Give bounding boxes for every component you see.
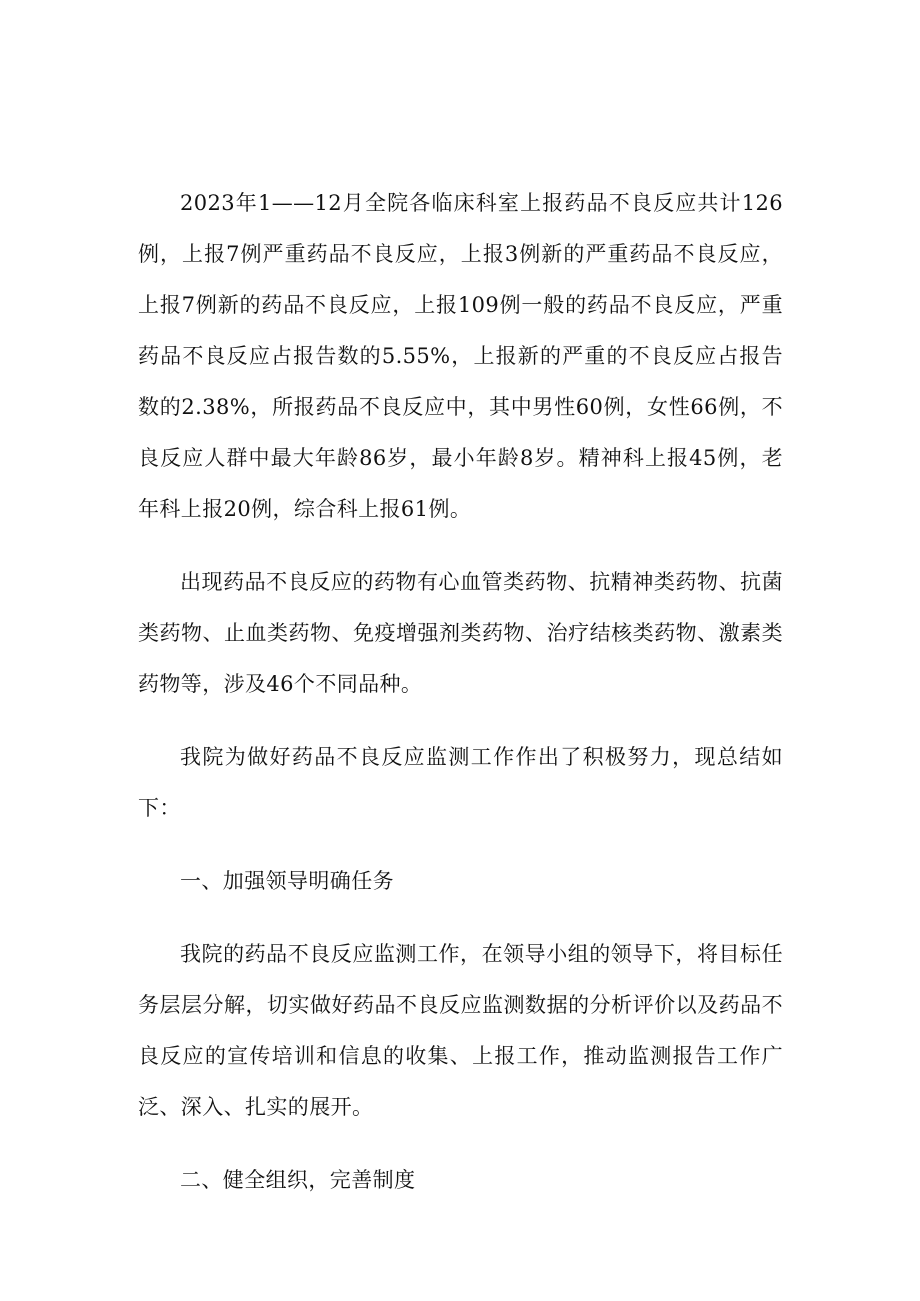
document-body — [138, 178, 783, 1206]
paragraph-summary-intro: 我院为做好药品不良反应监测工作作出了积极努力，现总结如下： — [138, 745, 783, 820]
paragraph-adr-statistics: 2023年1——12月全院各临床科室上报药品不良反应共计126例，上报7例严重药品不良反应，上报3例新的严重药品不良反应，上报7例新的药品不良反应，上报109例一般的药品不良反应，严重药品不良反应占报告数的5.55%，上报新的严重的不良反应占报告数的2.38%，所报药品不良反应中，其中男性60例，女性66例，不良反应人群中最大年龄86岁，最小年龄8岁。精神科上报45例，老年科上报20例，综合科上报61例。 — [138, 191, 783, 521]
section-heading-1: 一、加强领导明确任务 — [180, 869, 394, 893]
paragraph-drug-categories: 出现药品不良反应的药物有心血管类药物、抗精神类药物、抗菌类药物、止血类药物、免疫增强剂类药物、治疗结核类药物、激素类药物等，涉及46个不同品种。 — [138, 570, 783, 696]
section-heading-2: 二、健全组织，完善制度 — [180, 1168, 416, 1192]
paragraph-leadership: 我院的药品不良反应监测工作，在领导小组的领导下，将目标任务层层分解，切实做好药品不良反应监测数据的分析评价以及药品不良反应的宣传培训和信息的收集、上报工作，推动监测报告工作广泛、深入、扎实的展开。 — [138, 942, 783, 1119]
